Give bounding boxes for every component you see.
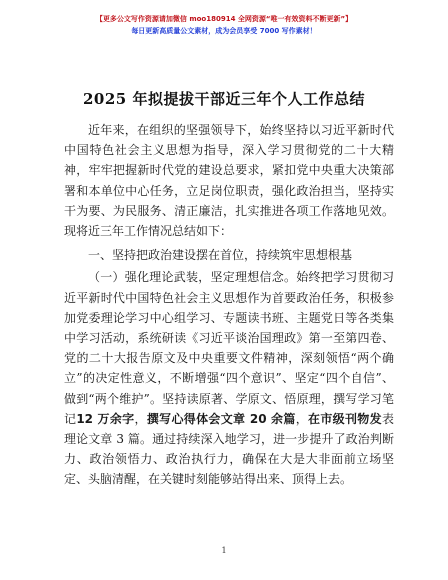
page-number: 1 [221,546,227,555]
subsection-1-text-part-3: ， [295,411,309,426]
promo-banner-line-1: 【更多公文写作资源请加微信 moo180914 全网资源“唯一有效资料不断更新”】 [95,15,353,23]
document-body [64,120,394,490]
bold-publish-text: 在市级刊物发 [308,411,382,426]
subsection-1-paragraph [64,267,394,489]
section-1-heading: 一、坚持把政治建设摆在首位，持续筑牢思想根基 [88,248,353,263]
intro-paragraph: 近年来，在组织的坚强领导下，始终坚持以习近平新时代中国特色社会主义思想为指导，深入学习贯彻党的二十大精神，牢牢把握新时代党的建设总要求，紧扣党中央重大决策部署和本单位中心任务，立足岗位职责，强化政治担当，坚持实干为要、为民服务、清正廉洁，扎实推进各项工作落地见效。现将近三年工作情况总结如下： [64,123,394,239]
promo-banner-line-2: 每日更新高质量公文素材，成为会员享受 7000 写作素材！ [131,27,317,35]
bold-articles-count: 撰写心得体会文章 20 余篇 [146,411,296,426]
document-title: 2025 年拟提拔干部近三年个人工作总结 [83,90,365,108]
subsection-1-text-part-1: （一）强化理论武装，坚定理想信念。始终把学习贯彻习近平新时代中国特色社会主义思想作为首要政治任务，积极参加党委理论学习中心组学习、专题读书班、主题党日等各类集中学习活动，系统研读《习近平谈治国理政》第一至第四卷、党的二十大报告原文及中央重要文件精神，深刻领悟“两个确立”的决定性意义，不断增强“四个意识”、坚定“四个自信”、做到“两个维护”。坚持读原著、学原文、悟原理，撰写学习笔记 [64,270,394,426]
bold-notes-count: 12 万余字 [76,411,135,426]
subsection-1-text-part-2: ， [134,411,147,426]
subsection-1-text-part-4: 表理论文章 3 篇。通过持续深入地学习，进一步提升了政治判断力、政治领悟力、政治执行力，确保在大是大非面前立场坚定、头脑清醒，在关键时刻能够站得出来、顶得上去。 [64,411,394,487]
